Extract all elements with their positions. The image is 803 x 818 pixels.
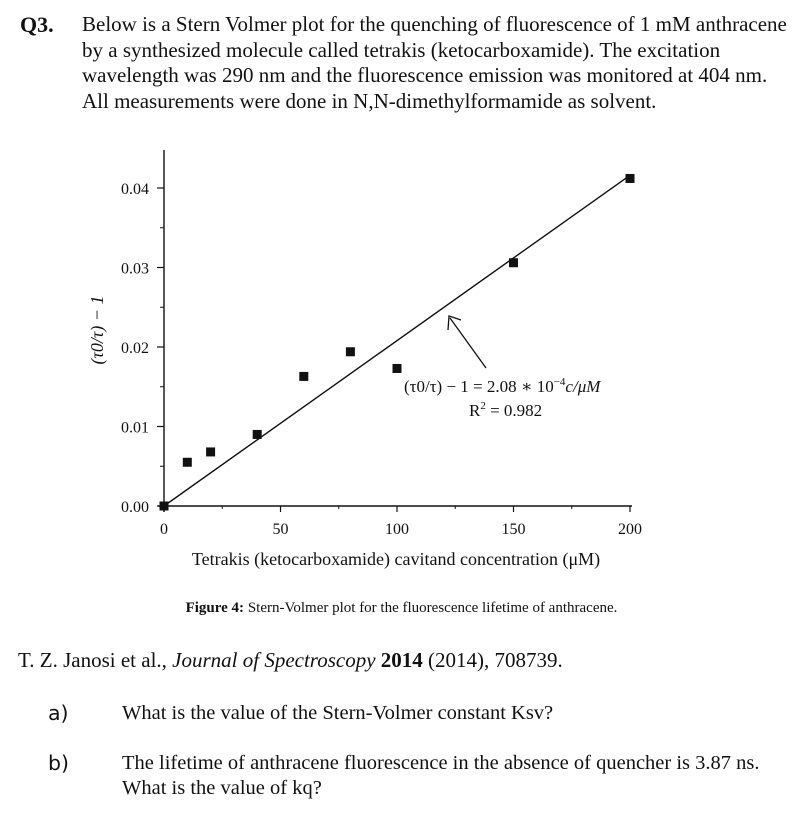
x-tick-label: 0 (160, 521, 168, 538)
plot-axes (158, 150, 632, 512)
sub-question-a-letter: a) (48, 701, 69, 725)
x-tick-label: 100 (385, 521, 409, 538)
data-points (160, 174, 635, 511)
reference-volume: 2014 (380, 648, 423, 672)
data-point (299, 372, 308, 381)
annotation-arrow (448, 316, 486, 368)
fit-line (164, 175, 630, 506)
r2-label: R (469, 401, 481, 420)
data-point (206, 447, 215, 456)
fit-equation (404, 376, 601, 396)
r2-value: = 0.982 (485, 401, 543, 420)
data-point (253, 430, 262, 439)
y-tick-label: 0.01 (121, 419, 149, 437)
data-point (183, 458, 192, 467)
data-point (346, 347, 355, 356)
question-text: Below is a Stern Volmer plot for the quenching of fluorescence of 1 mM anthracene by a synthesized molecule called tetrakis (ketocarboxamide). The excitation wavelength was 290 nm and the fluorescence emission was monitored at 404 nm. All measurements were done in N,N-dimethylformamide as solvent. (82, 12, 787, 113)
y-axis-label: (τ0/τ) − 1 (87, 295, 107, 365)
sub-question-b-letter: b) (48, 751, 70, 775)
reference-rest: (2014), 708739. (422, 648, 563, 672)
reference (18, 648, 563, 673)
y-tick-label: 0.00 (121, 499, 149, 516)
fit-equation-rhs: c/μM (565, 377, 601, 396)
axis-tick-labels (121, 181, 642, 538)
data-point (626, 174, 635, 183)
sub-question-a-text: What is the value of the Stern-Volmer constant Ksv? (122, 702, 554, 724)
y-tick-label: 0.03 (121, 260, 149, 278)
x-tick-label: 200 (618, 521, 642, 538)
figure-caption-text: Stern-Volmer plot for the fluorescence lifetime of anthracene. (244, 600, 618, 616)
figure-caption (0, 600, 803, 617)
y-tick-label: 0.04 (121, 181, 149, 198)
x-axis-label: Tetrakis (ketocarboxamide) cavitand concentration (μM) (191, 549, 601, 569)
data-point (160, 502, 169, 511)
x-tick-label: 150 (501, 521, 526, 538)
reference-authors: T. Z. Janosi et al., (18, 648, 173, 672)
question-number: Q3. (20, 12, 54, 37)
data-point (509, 258, 518, 267)
fit-equation-exponent: −4 (553, 376, 566, 388)
r2-exponent: 2 (480, 400, 486, 412)
axis-ticks (157, 188, 630, 512)
y-tick-label: 0.02 (121, 340, 149, 357)
data-point (393, 364, 402, 373)
fit-equation-lhs: (τ0/τ) − 1 = 2.08 ∗ 10 (404, 377, 554, 396)
sub-question-b-text: The lifetime of anthracene fluorescence in the absence of quencher is 3.87 ns. What is the value of kq? (122, 752, 760, 799)
figure-caption-label: Figure 4: (185, 600, 245, 616)
x-tick-label: 50 (272, 521, 289, 538)
reference-journal: Journal of Spectroscopy (172, 648, 376, 672)
fit-r-squared (469, 400, 542, 420)
